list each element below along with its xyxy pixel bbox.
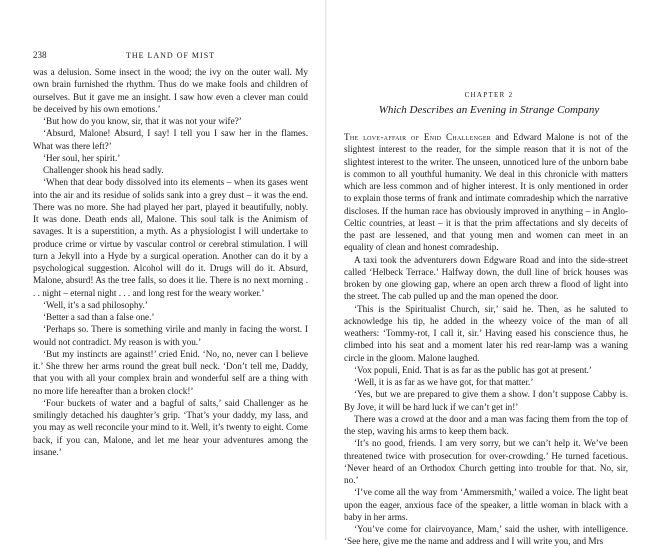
left-text-block	[33, 66, 308, 458]
paragraph: ‘Well, it is as far as we have got, for that matter.’	[354, 377, 534, 387]
paragraph: ‘Absurd, Malone! Absurd, I say! I tell you I saw her in the flames. What was there left?’	[33, 128, 308, 151]
paragraph: ‘But how do you know, sir, that it was not your wife?’	[43, 116, 242, 126]
opening-smallcaps: The love-affair of Enid Challenger	[344, 132, 492, 142]
opening-rest: and Edward Malone is not of the slightest interest to the reader, for the simple reason that it is not of the slightest interest to the writer. The unseen, unnoticed lure of the unborn babe is common to all youthful humanity. We deal in this chronicle with matters which are less common and of higher interest. It is only mentioned in order to explain those terms of frank and intimate comradeship which the narrative discloses. If the human race has obviously improved in anything – in Anglo-Celtic countries, at least – it is that the prim affectations and sly deceits of the past are lessened, and that young men and women can meet in an equality of clean and honest comradeship.	[344, 132, 628, 253]
left-page	[0, 0, 326, 540]
paragraph: ‘You’ve come for clairvoyance, Mam,’ said the usher, with intelligence. ‘See here, give me the name and address and I will write you, and Mrs	[344, 524, 628, 547]
paragraph: ‘Yes, but we are prepared to give them a show. I don’t suppose Cabby is. By Jove, it will be hard luck if we can’t get in!’	[344, 389, 628, 412]
right-page	[326, 0, 652, 547]
chapter-number: CHAPTER 2	[464, 91, 514, 99]
paragraph: ‘Vox populi, Enid. That is as far as the public has got at present.’	[354, 364, 592, 375]
page-number: 238	[33, 50, 47, 60]
chapter-title: Which Describes an Evening in Strange Company	[378, 104, 600, 116]
paragraph: There was a crowd at the door and a man was facing them from the top of the step, waving his arms to keep them back.	[344, 413, 628, 436]
opening-paragraph	[344, 131, 628, 254]
paragraph: A taxi took the adventurers down Edgware Road and into the side-street called ‘Helbeck Terrace.’ Halfway down, the dull line of brick houses was broken by one glowing gap, where an open arch threw a flood of light into the street. The cab pulled up and the man opened the door.	[344, 254, 628, 302]
paragraph: ‘Perhaps so. There is something virile and manly in facing the worst. I would not contradict. My reason is with you.’	[33, 324, 308, 347]
right-text-block	[344, 131, 628, 548]
paragraph: ‘I’ve come all the way from ‘Ammersmith,’ wailed a voice. The light beat upon the eager, anxious face of the speaker, a little woman in black with a baby in her arms.	[344, 487, 628, 522]
paragraph: ‘Four buckets of water and a bagful of salts,’ said Challenger as he smilingly detached his daughter’s grip. ‘That’s your daddy, my lass, and you may as well reconcile your mind to it. Well, it’s twenty to eight. Come back, if you can, Malone, and let me hear your adventures among the insane.’	[33, 397, 308, 457]
paragraph: ‘Her soul, her spirit.’	[43, 152, 121, 163]
paragraph: ‘When that dear body dissolved into its elements – when its gases went into the air and its residue of solids sank into a grey dust – it was the end. There was no more. She had played her part, played it beautifully, nobly. It was done. Death ends all, Malone. This soul talk is the Animism of savages. It is a superstition, a myth. As a physiologist I will undertake to produce crime or virtue by vascular control or cerebral stimulation. I will turn a Jekyll into a Hyde by a surgical operation. Another can do it by a psychological suggestion. Alcohol will do it. Drugs will do it. Absurd, Malone, absurd! As the tree falls, so does it lie. There is no next morning . . . night – eternal night . . . and long rest for the weary worker.’	[33, 177, 308, 298]
paragraph: was a delusion. Some insect in the wood; the ivy on the outer wall. My own brain furnished the rhythm. Thus do we make fools and children of ourselves. But it gave me an insight. I saw how even a clever man could be deceived by his own emotions.’	[33, 67, 308, 114]
paragraph: ‘It’s no good, friends. I am very sorry, but we can’t help it. We’ve been threatened twice with prosecution for over-crowding.’ He turned facetious. ‘Never heard of an Orthodox Church getting into trouble for that. No, sir, no.’	[344, 438, 628, 485]
paragraph: ‘Better a sad than a false one.’	[43, 312, 155, 322]
paragraph: ‘Well, it’s a sad philosophy.’	[43, 299, 148, 310]
book-title-head: THE LAND OF MIST	[125, 51, 216, 60]
paragraph: Challenger shook his head sadly.	[43, 165, 164, 175]
paragraph: ‘But my instincts are against!’ cried Enid. ‘No, no, never can I believe it.’ She threw her arms round the great bull neck. ‘Don’t tell me, Daddy, that you with all your complex brain and wonderful self are a thing with no more life hereafter than a broken clock!’	[33, 348, 308, 396]
paragraph: ‘This is the Spiritualist Church, sir,’ said he. Then, as he saluted to acknowledge his tip, he added in the wheezy voice of the man of all weathers: ‘Tommy-rot, I call it, sir.’ Having eased his conscience thus, he climbed into his seat and a moment later his red rear-lamp was a waning circle in the gloom. Malone laughed.	[344, 303, 628, 363]
